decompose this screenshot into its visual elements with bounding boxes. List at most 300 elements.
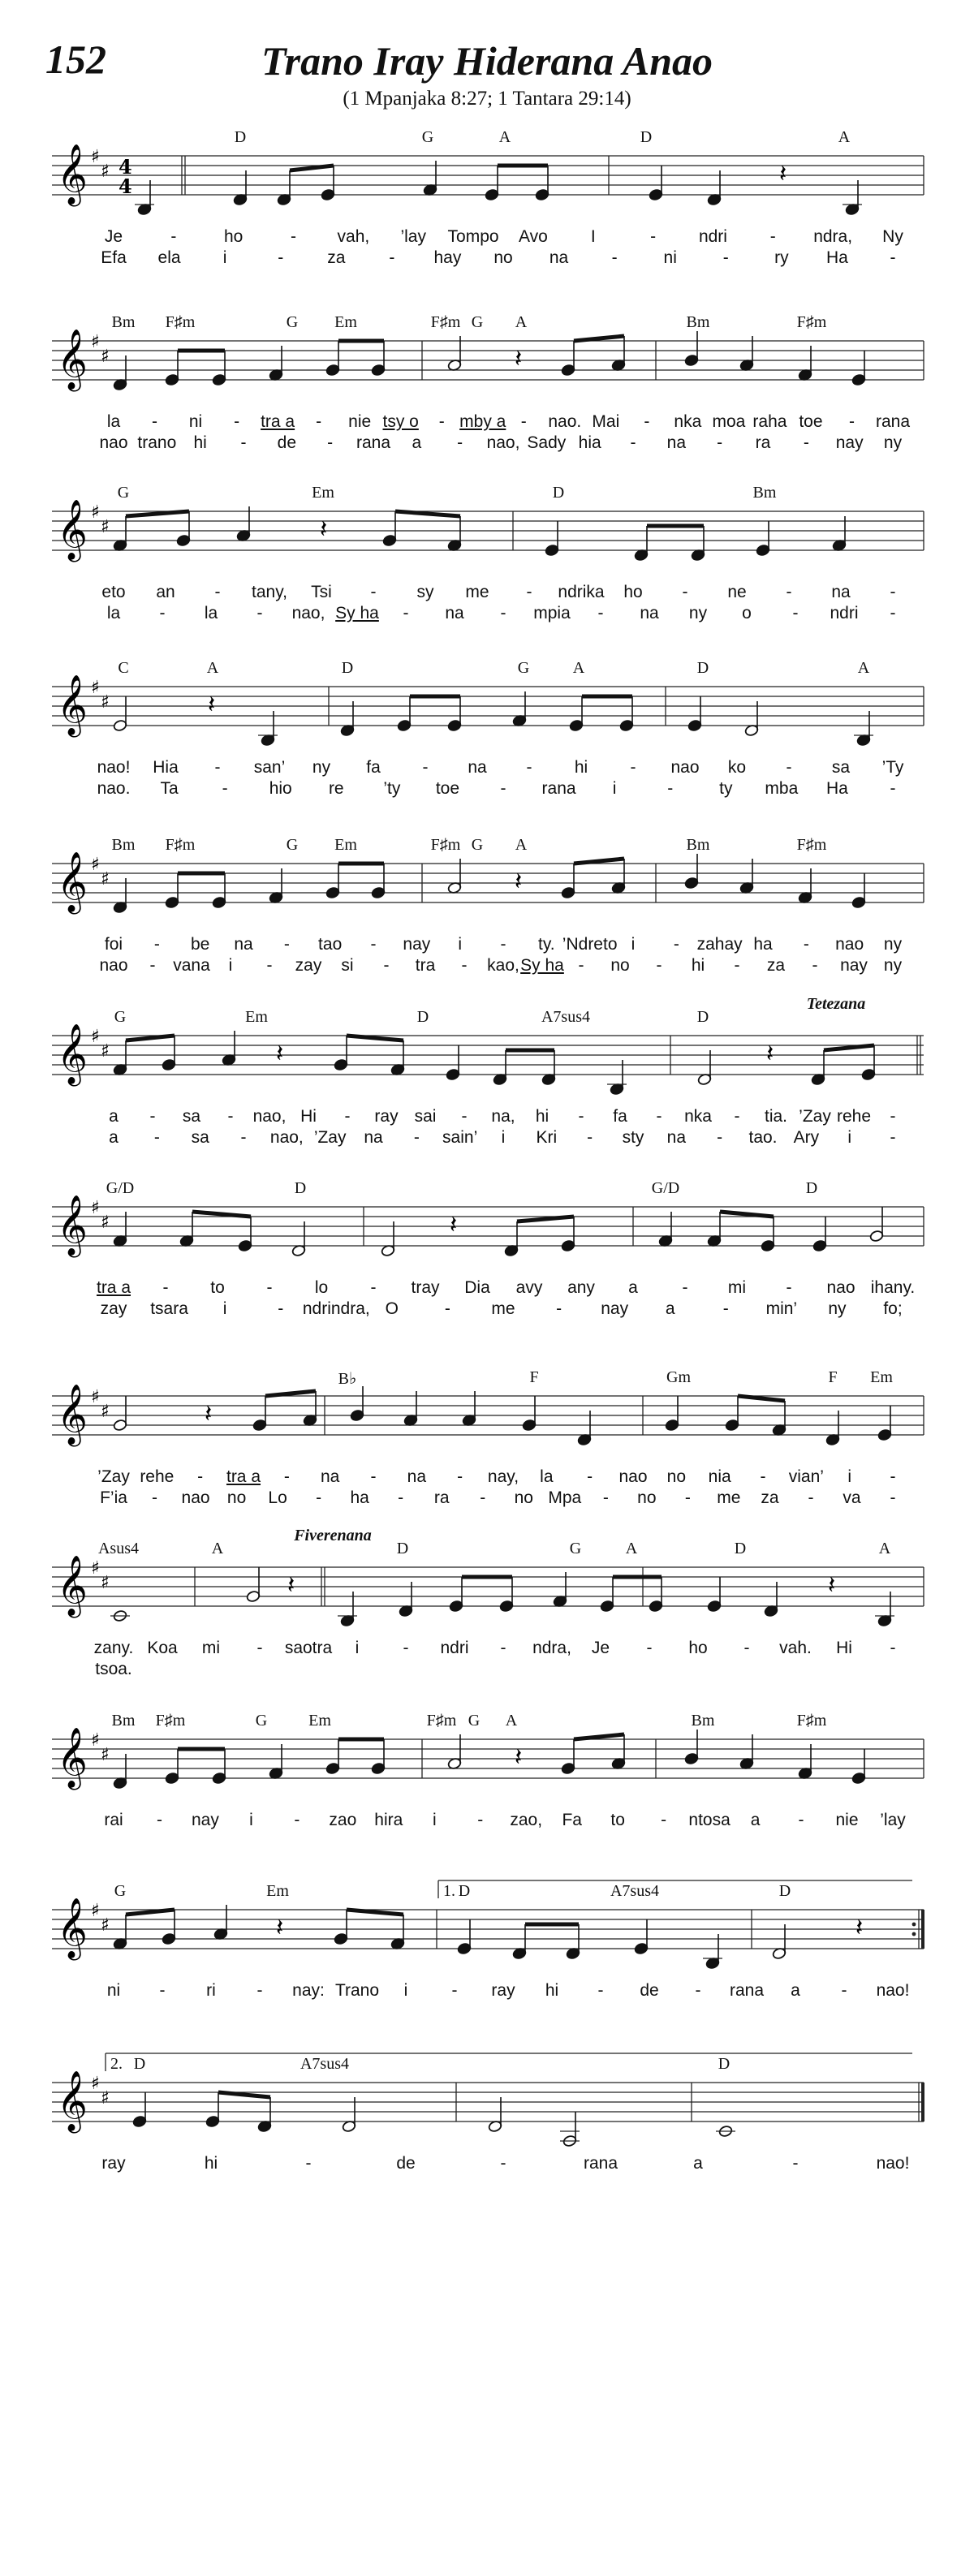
lyric-verse-1: la (106, 412, 121, 431)
lyric-verse-2: zay (100, 1299, 127, 1318)
treble-clef-icon: 𝄞 (57, 1898, 88, 1958)
lyric-verse-1: vah. (779, 1639, 812, 1657)
lyric-verse-1: Hia (153, 758, 179, 777)
lyric-verse-1: hi (574, 758, 588, 777)
chord-symbol: D (396, 1540, 409, 1557)
sharp-icon: ♯ (91, 332, 100, 352)
lyric-verse-2: - (480, 1488, 486, 1507)
lyric-verse-2: - (630, 433, 636, 452)
lyric-verse-2: na (666, 1128, 687, 1147)
beam (824, 1045, 874, 1050)
lyric-verse-2: ni (663, 248, 677, 267)
lyric-verse-2: - (500, 604, 506, 622)
lyric-verse-1: - (500, 2154, 506, 2173)
lyric-verse-2: tao. (748, 1128, 778, 1147)
quarter-rest-icon: 𝄽 (515, 345, 523, 373)
lyric-verse-1: rehe (140, 1467, 175, 1486)
lyric-verse-2: min’ (765, 1299, 798, 1318)
lyric-verse-1: - (156, 1811, 162, 1829)
lyric-verse-1: - (451, 1981, 458, 2000)
lyric-verse-2: i (501, 1128, 506, 1147)
beam (218, 2092, 270, 2097)
lyric-verse-1: mi (201, 1639, 221, 1657)
lyric-verse-2: Ha (825, 248, 848, 267)
lyric-verse-1: ’lay (400, 227, 426, 246)
chord-symbol: C (118, 659, 129, 677)
chord-symbol: A7sus4 (541, 1008, 591, 1026)
lyric-verse-1: saotra (284, 1639, 333, 1657)
lyric-verse-1: zany. (93, 1639, 134, 1657)
lyric-verse-2: no (637, 1488, 657, 1507)
lyric-verse-1: - (370, 1278, 377, 1297)
lyric-verse-1: - (890, 1467, 896, 1486)
chord-symbol: D (552, 484, 565, 502)
sharp-icon: ♯ (101, 1915, 110, 1936)
lyric-verse-2: - (611, 248, 618, 267)
sharp-icon: ♯ (101, 1745, 110, 1765)
chord-symbol: G/D (106, 1179, 135, 1197)
lyric-verse-1: - (266, 1278, 273, 1297)
lyric-verse-1: - (792, 2154, 799, 2173)
lyric-verse-2: - (667, 779, 674, 798)
lyric-verse-1: no (666, 1467, 687, 1486)
lyric-verse-1: nay: (292, 1981, 325, 2000)
chord-symbol: F♯m (426, 1712, 457, 1730)
lyric-verse-2: - (278, 248, 284, 267)
lyric-verse-1: - (743, 1639, 750, 1657)
chord-symbol: F♯m (165, 313, 196, 331)
lyric-verse-1: ray (101, 2154, 126, 2173)
lyric-verse-1: - (214, 758, 221, 777)
lyric-verse-1: - (294, 1811, 300, 1829)
lyric-verse-1: ndra, (532, 1639, 571, 1657)
lyric-verse-1: - (890, 583, 896, 601)
chord-symbol: A7sus4 (300, 2055, 350, 2073)
lyric-verse-2: na (445, 604, 464, 622)
lyric-verse-2: ny (883, 433, 903, 452)
lyric-verse-2: ra (755, 433, 771, 452)
lyric-verse-1: - (162, 1278, 169, 1297)
chord-symbol: A (838, 128, 851, 146)
lyric-verse-2: za (327, 248, 346, 267)
lyric-verse-1: - (526, 583, 532, 601)
lyric-verse-2: Mpa (548, 1488, 582, 1507)
beam (517, 1217, 574, 1221)
lyric-verse-1: - (661, 1811, 667, 1829)
lyric-verse-1: ni (188, 412, 203, 431)
chord-symbol: G (421, 128, 434, 146)
lyric-verse-1: de (396, 2154, 416, 2173)
chord-symbol: F♯m (796, 313, 827, 331)
sharp-icon: ♯ (101, 692, 110, 713)
lyric-verse-2: - (890, 779, 896, 798)
lyric-verse-1: - (848, 412, 855, 431)
lyric-verse-1: ko (727, 758, 747, 777)
chord-symbol: F♯m (165, 836, 196, 854)
lyric-verse-2: la (204, 604, 218, 622)
lyric-verse-1: nie (348, 412, 372, 431)
lyric-verse-1: - (650, 227, 657, 246)
lyric-verse-2: toe (435, 779, 460, 798)
quarter-rest-icon: 𝄽 (515, 1743, 523, 1772)
lyric-verse-2: mba (765, 779, 799, 798)
lyric-verse-1: to (610, 1811, 625, 1829)
chord-symbol: G (517, 659, 530, 677)
lyric-verse-2: Ta (160, 779, 179, 798)
lyric-verse-1: lo (314, 1278, 329, 1297)
chord-symbol: A (505, 1712, 518, 1730)
lyric-verse-2: - (153, 1128, 160, 1147)
lyric-verse-2: hia (578, 433, 601, 452)
lyric-verse-1: nao (670, 758, 700, 777)
lyric-verse-1: foi (104, 935, 123, 954)
lyric-verse-2: - (656, 956, 662, 975)
treble-clef-icon: 𝄞 (57, 2071, 88, 2131)
lyric-verse-2: me (491, 1299, 515, 1318)
lyric-verse-1: - (149, 1107, 156, 1126)
lyric-verse-2: nao (99, 433, 128, 452)
lyric-verse-1: ho (224, 227, 244, 246)
lyric-verse-1: - (256, 1981, 263, 2000)
lyric-verse-2: - (890, 248, 896, 267)
lyric-verse-1: san’ (253, 758, 286, 777)
lyric-verse-2: i (847, 1128, 851, 1147)
chord-symbol: Bm (752, 484, 777, 502)
lyric-verse-2: - (734, 956, 740, 975)
lyric-verse-2: - (266, 956, 273, 975)
lyric-verse-1: I (590, 227, 596, 246)
treble-clef-icon: 𝄞 (57, 1728, 88, 1788)
lyric-verse-1: tao (318, 935, 343, 954)
chord-symbol: Bm (111, 836, 136, 854)
lyric-verse-2: tra (415, 956, 436, 975)
lyric-verse-1: Fa (562, 1811, 582, 1829)
lyric-verse-1: rana (583, 2154, 618, 2173)
chord-symbol: F♯m (430, 836, 461, 854)
chord-symbol: Em (308, 1712, 331, 1730)
quarter-rest-icon: 𝄽 (515, 868, 523, 896)
lyric-verse-2: - (890, 604, 896, 622)
lyric-verse-1: - (786, 758, 792, 777)
chord-symbol: G (471, 836, 484, 854)
lyric-verse-2: nay (840, 956, 868, 975)
treble-clef-icon: 𝄞 (57, 1195, 88, 1256)
treble-clef-icon: 𝄞 (57, 144, 88, 205)
lyric-verse-1: - (526, 758, 532, 777)
lyric-verse-1: - (695, 1981, 701, 2000)
beam (290, 166, 334, 170)
lyric-verse-2: sa (191, 1128, 209, 1147)
quarter-rest-icon: 𝄽 (276, 1040, 284, 1068)
chord-symbol: Em (312, 484, 334, 502)
chord-symbol: D (696, 659, 709, 677)
lyric-verse-1: i (432, 1811, 437, 1829)
chord-symbol: Em (266, 1882, 289, 1900)
sharp-icon: ♯ (101, 517, 110, 537)
lyric-verse-1: - (170, 227, 177, 246)
lyric-verse-1: - (291, 227, 297, 246)
lyric-verse-1: a (109, 1107, 119, 1126)
lyric-verse-2: za (766, 956, 786, 975)
lyric-verse-2: rana (356, 433, 391, 452)
lyric-verse-1: to (210, 1278, 225, 1297)
lyric-verse-1: ho (688, 1639, 708, 1657)
lyric-verse-2: zay (295, 956, 322, 975)
lyric-verse-1: sa (831, 758, 851, 777)
lyric-verse-1: - (500, 935, 506, 954)
lyric-verse-1: nao, (252, 1107, 287, 1126)
chord-symbol: G (114, 1882, 127, 1900)
lyric-verse-1: - (682, 583, 688, 601)
lyric-verse-1: ty. (538, 935, 555, 954)
lyric-verse-1: ndri (440, 1639, 469, 1657)
quarter-rest-icon: 𝄽 (205, 1400, 213, 1428)
lyric-verse-2: vana (173, 956, 210, 975)
lyric-verse-1: - (500, 1639, 506, 1657)
lyric-verse-2: i (228, 956, 233, 975)
lyric-verse-2: hi (193, 433, 207, 452)
lyric-verse-2: Ary (793, 1128, 820, 1147)
lyric-verse-2: i (612, 779, 617, 798)
quarter-rest-icon: 𝄽 (855, 1914, 864, 1942)
lyric-verse-1: ni (106, 1981, 121, 2000)
lyric-verse-2: sty (622, 1128, 644, 1147)
volta-label: 1. (443, 1882, 455, 1900)
lyric-verse-1: - (673, 935, 679, 954)
lyric-verse-1: mi (727, 1278, 747, 1297)
lyric-verse-2: Kri (536, 1128, 558, 1147)
lyric-verse-2: - (500, 779, 506, 798)
lyric-verse-2: - (578, 956, 584, 975)
lyric-verse-1: - (656, 1107, 662, 1126)
lyric-verse-1: na (407, 1467, 427, 1486)
chord-symbol: Bm (686, 313, 710, 331)
lyric-verse-2: mpia (533, 604, 571, 622)
lyric-verse-1: i (249, 1811, 253, 1829)
quarter-rest-icon: 𝄽 (208, 691, 216, 719)
lyric-verse-1: i (847, 1467, 851, 1486)
chord-symbol: G (569, 1540, 582, 1557)
lyric-verse-2: - (890, 1488, 896, 1507)
time-signature-numerator: 4 (119, 155, 132, 179)
treble-clef-icon: 𝄞 (57, 675, 88, 735)
lyric-verse-2: - (792, 604, 799, 622)
lyric-verse-1: tray (411, 1278, 440, 1297)
lyric-verse-1: sai (414, 1107, 437, 1126)
chord-symbol: G/D (651, 1179, 680, 1197)
chord-symbol: D (458, 1882, 471, 1900)
lyric-verse-1: nao (618, 1467, 648, 1486)
chord-symbol: G (117, 484, 130, 502)
lyric-verse-2: - (803, 433, 809, 452)
sharp-icon: ♯ (91, 147, 100, 167)
lyric-verse-2: hio (269, 779, 292, 798)
lyric-verse-1: ne (727, 583, 747, 601)
lyric-verse-1: zahay (696, 935, 743, 954)
lyric-verse-1: ny (312, 758, 331, 777)
lyric-verse-1: Je (104, 227, 123, 246)
beam (126, 1036, 175, 1040)
lyric-verse-1: - (370, 935, 377, 954)
time-signature-denominator: 4 (119, 174, 132, 198)
lyric-verse-1: ny (883, 935, 903, 954)
lyric-verse-2: nao (99, 956, 128, 975)
lyric-verse-1: raha (752, 412, 787, 431)
lyric-verse-1: - (630, 758, 636, 777)
beam (347, 1036, 403, 1040)
lyric-verse-1: nay (192, 1811, 219, 1829)
lyric-verse-2: ra (433, 1488, 450, 1507)
lyric-verse-1: - (520, 412, 527, 431)
lyric-verse-1: nie (835, 1811, 859, 1829)
lyric-verse-2: si (341, 956, 354, 975)
lyric-verse-2: tsoa. (95, 1660, 132, 1678)
lyric-verse-2: ela (157, 248, 181, 267)
final-barline (921, 1910, 924, 1949)
lyric-verse-1: - (316, 412, 322, 431)
lyric-verse-1: nka (674, 412, 702, 431)
beam (574, 1734, 624, 1739)
lyric-verse-1: na (320, 1467, 340, 1486)
lyric-verse-2: o (742, 604, 752, 622)
lyric-verse-1: - (344, 1107, 351, 1126)
lyric-verse-2: me (717, 1488, 741, 1507)
lyric-verse-2: - (461, 956, 468, 975)
chord-symbol: A (206, 659, 219, 677)
lyric-verse-1: fa (613, 1107, 627, 1126)
lyric-verse-2: no (493, 248, 513, 267)
lyric-verse-2: no (226, 1488, 247, 1507)
lyric-verse-2: - (222, 779, 228, 798)
lyric-verse-1: - (457, 1467, 463, 1486)
chord-symbol: F♯m (796, 1712, 827, 1730)
chord-symbol: Em (245, 1008, 268, 1026)
page-number: 152 (45, 37, 106, 82)
beam (126, 1910, 175, 1915)
lyric-verse-2: - (256, 604, 263, 622)
lyric-verse-2: re (328, 779, 344, 798)
lyric-verse-1: - (159, 1981, 166, 2000)
lyric-verse-2: nao, (486, 433, 520, 452)
lyric-verse-1: - (890, 1107, 896, 1126)
lyric-verse-2: - (413, 1128, 420, 1147)
lyric-verse-1: nao! (97, 758, 131, 777)
lyric-verse-2: tsara (150, 1299, 188, 1318)
lyric-verse-1: mby a (459, 412, 506, 431)
lyric-verse-1: - (587, 1467, 593, 1486)
beam (192, 1212, 251, 1217)
repeat-dot (912, 1932, 916, 1936)
lyric-verse-1: ri (206, 1981, 216, 2000)
lyric-verse-1: ntosa (688, 1811, 730, 1829)
lyric-verse-1: tra a (96, 1278, 131, 1297)
lyric-verse-2: ha (350, 1488, 369, 1507)
chord-symbol: G (468, 1712, 481, 1730)
lyric-verse-1: ’Ty (881, 758, 904, 777)
lyric-verse-1: rai (104, 1811, 123, 1829)
lyric-verse-1: moa (712, 412, 746, 431)
lyric-verse-1: rana (729, 1981, 765, 2000)
lyric-verse-2: - (812, 956, 818, 975)
treble-clef-icon: 𝄞 (57, 852, 88, 912)
lyric-verse-2: - (444, 1299, 450, 1318)
lyric-verse-2: - (327, 433, 334, 452)
lyric-verse-2: - (457, 433, 463, 452)
lyric-verse-1: Hi (300, 1107, 317, 1126)
lyric-verse-1: nao (835, 935, 864, 954)
treble-clef-icon: 𝄞 (57, 1385, 88, 1445)
lyric-verse-1: hi (204, 2154, 218, 2173)
chord-symbol: Em (334, 313, 357, 331)
lyric-verse-1: nay (403, 935, 431, 954)
lyric-verse-1: tsy o (382, 412, 419, 431)
lyric-verse-1: - (578, 1107, 584, 1126)
quarter-rest-icon: 𝄽 (828, 1571, 836, 1600)
chord-symbol: Gm (666, 1368, 691, 1386)
lyric-verse-1: i (631, 935, 636, 954)
lyric-verse-2: de (277, 433, 297, 452)
lyric-verse-1: nao! (876, 1981, 910, 2000)
lyric-verse-2: va (843, 1488, 861, 1507)
lyric-verse-2: Lo (268, 1488, 287, 1507)
quarter-rest-icon: 𝄽 (779, 160, 787, 188)
lyric-verse-1: - (760, 1467, 766, 1486)
lyric-verse-1: na (831, 583, 851, 601)
section-marking: Tetezana (806, 995, 866, 1013)
lyric-verse-2: - (403, 604, 409, 622)
chord-symbol: G (471, 313, 484, 331)
lyric-verse-1: tra a (261, 412, 295, 431)
lyric-verse-2: - (149, 956, 156, 975)
lyric-verse-2: no (610, 956, 630, 975)
lyric-verse-2: - (722, 1299, 729, 1318)
lyric-verse-2: ry (774, 248, 789, 267)
beam (574, 336, 624, 341)
lyric-verse-1: na (468, 758, 487, 777)
volta-label: 2. (110, 2055, 123, 2073)
chord-symbol: Em (870, 1368, 893, 1386)
lyric-verse-1: Koa (147, 1639, 178, 1657)
sharp-icon: ♯ (101, 347, 110, 367)
lyric-verse-1: vah, (337, 227, 370, 246)
lyric-verse-1: - (403, 1639, 409, 1657)
lyric-verse-2: hi (691, 956, 705, 975)
lyric-verse-1: Tompo (447, 227, 499, 246)
sharp-icon: ♯ (101, 869, 110, 890)
chord-symbol: A (515, 313, 528, 331)
lyric-verse-2: na (549, 248, 569, 267)
lyric-verse-1: tia. (764, 1107, 788, 1126)
repeat-dot (912, 1923, 916, 1927)
lyric-verse-2: a (109, 1128, 119, 1147)
treble-clef-icon: 𝄞 (57, 330, 88, 390)
lyric-verse-1: ho (623, 583, 643, 601)
sharp-icon: ♯ (101, 162, 110, 182)
lyric-verse-1: ’Ndreto (562, 935, 618, 954)
lyric-verse-1: - (283, 935, 290, 954)
lyric-verse-2: nao. (97, 779, 131, 798)
lyric-verse-1: me (465, 583, 489, 601)
chord-symbol: D (718, 2055, 730, 2073)
lyric-verse-1: hi (535, 1107, 549, 1126)
lyric-verse-1: - (682, 1278, 688, 1297)
lyric-verse-2: trano (137, 433, 177, 452)
lyric-verse-2: Sy ha (335, 604, 379, 622)
lyric-verse-1: ndra, (813, 227, 853, 246)
lyric-verse-2: - (278, 1299, 284, 1318)
beam (395, 511, 460, 516)
quarter-rest-icon: 𝄽 (450, 1211, 458, 1239)
